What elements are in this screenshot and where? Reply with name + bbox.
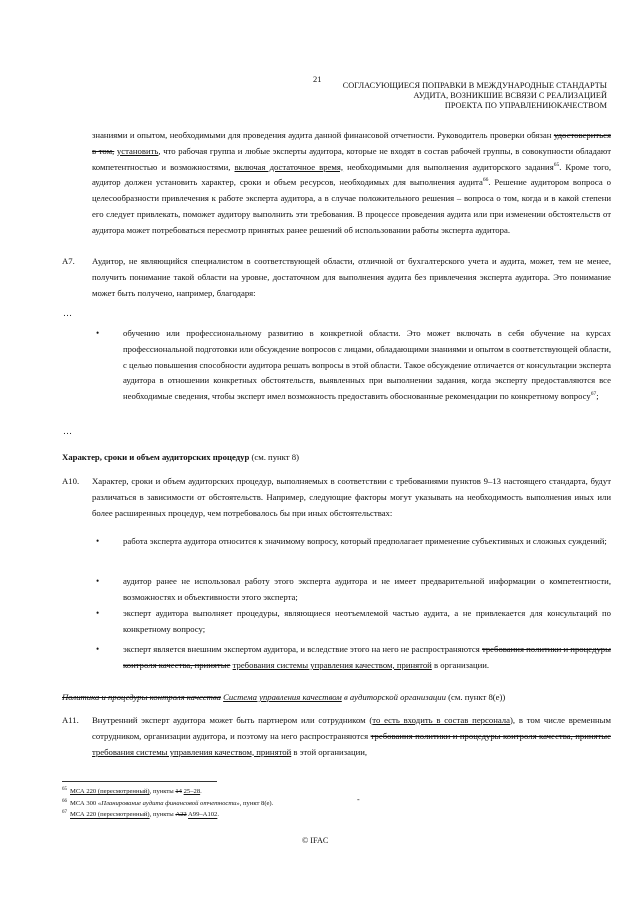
inserted-text: Система управления качеством bbox=[223, 692, 342, 702]
paragraph-number-a7: A7. bbox=[62, 256, 75, 266]
copyright-footer: © IFAC bbox=[302, 836, 329, 845]
header-line-2: АУДИТА, ВОЗНИКШИЕ ВСВЯЗИ С РЕАЛИЗАЦИЕЙ bbox=[413, 91, 607, 100]
footnote-ref: 65 bbox=[553, 161, 560, 168]
intro-paragraph: знаниями и опытом, необходимыми для проведения аудита данной финансовой отчетности. Руководитель проверки обязан удостовериться в том, установить, что рабочая группа и любые эксперты аудитора, которые не входят в состав рабочей группы, в совокупности обладают компетентностью и возможностями, включая достаточное время, необходимыми для выполнения аудиторского задания$^{65}$. Кроме того, аудитор должен установить характер, сроки и объем ресурсов, необходимых для выполнения аудита$^{66}$. Решение аудитором вопроса о целесообразности привлечения к работе эксперта аудитора, а в случае положительного решения – вопроса о том, когда и в какой степени его следует привлекать, поможет аудитору выполнить эти требования. В процессе проведения аудита или при изменении обстоятельств от аудитора может потребоваться пересмотр принятых ранее решений об использовании работы эксперта аудитора. bbox=[92, 130, 611, 235]
bullet-icon: • bbox=[96, 576, 100, 586]
paragraph-number-a10: A10. bbox=[62, 476, 80, 486]
inserted-text: включая достаточное время, bbox=[234, 161, 344, 172]
page-number: 21 bbox=[313, 74, 322, 84]
deleted-text: требования политики и процедуры контроля качества, принятые bbox=[123, 644, 611, 670]
footnote-66: $^{66}$ МСА 300 «Планирование аудита финансовой отчетности», пункт 8(e). bbox=[62, 798, 274, 807]
ellipsis: … bbox=[63, 308, 72, 318]
ellipsis: … bbox=[63, 426, 72, 436]
bullet-icon: • bbox=[96, 608, 100, 618]
paragraph-a7: Аудитор, не являющийся специалистом в соответствующей области, отличной от бухгалтерского учета и аудита, может, тем не менее, получить понимание такой области на уровне, достаточном для выполнения аудита без привлечения эксперта аудитора. Это понимание может быть получено, например, благодаря: bbox=[92, 256, 611, 298]
running-header bbox=[343, 81, 607, 111]
footnote-ref: 66 bbox=[482, 177, 489, 184]
deleted-text: удостовериться в том, bbox=[92, 130, 611, 156]
inserted-text: требования системы управления качеством, принятой bbox=[92, 746, 292, 757]
deleted-text: требования политики и процедуры контроля качества, принятые bbox=[370, 730, 611, 741]
inserted-text: установить bbox=[116, 145, 159, 156]
stray-mark: - bbox=[357, 795, 360, 804]
footnote-67: $^{67}$ МСА 220 (пересмотренный), пункты A22 A99–A102. bbox=[62, 810, 219, 819]
bullet-icon: • bbox=[96, 328, 100, 338]
bullet-icon: • bbox=[96, 644, 100, 654]
bullet-item: • эксперт является внешним экспертом аудитора, и вследствие этого на него не распространяются требования политики и процедуры контроля качества, принятые требования системы управления качеством, принятой в организации. bbox=[96, 644, 611, 670]
bullet-icon: • bbox=[96, 536, 100, 546]
section-heading: Характер, сроки и объем аудиторских процедур (см. пункт 8) bbox=[62, 452, 299, 462]
bullet-item: • обучению или профессиональному развитию в конкретной области. Это может включать в себя обучение на курсах профессиональной подготовки или обсуждение вопросов с лицами, обладающими знаниями и опытом в соответствующей области, с целью повышения способности аудитора решать вопросы в этой области. Такое обсуждение отличается от консультации эксперта аудитора в отношении конкретных обстоятельств, выявленных при выполнении задания, когда эксперту предоставляются все необходимые сведения, чтобы эксперт имел возможность предоставить обоснованные рекомендации по конкретному вопросу$^{67}$; bbox=[96, 328, 611, 402]
header-line-1: СОГЛАСУЮЩИЕСЯ ПОПРАВКИ В МЕЖДУНАРОДНЫЕ СТАНДАРТЫ bbox=[342, 81, 607, 90]
footnote-separator bbox=[62, 781, 217, 782]
paragraph-a10: Характер, сроки и объем аудиторских процедур, выполняемых в соответствии с требованиями пунктов 9–13 настоящего стандарта, будут различаться в зависимости от обстоятельств. Например, следующие факторы могут указывать на необходимость выполнения иных или более расширенных процедур, чем потребовалось бы при иных обстоятельствах: bbox=[92, 476, 611, 518]
inserted-text: требования системы управления качеством, принятой bbox=[232, 659, 432, 670]
paragraph-a11: Внутренний эксперт аудитора может быть партнером или сотрудником (то есть входить в состав персонала), в том числе временным сотрудником, организации аудитора, и поэтому на него распространяются требования политики и процедуры контроля качества, принятые требования системы управления качеством, принятой в этой организации, bbox=[92, 715, 611, 757]
section-heading: Политика и процедуры контроля качества Система управления качеством в аудиторской организации (см. пункт 8(e)) bbox=[62, 692, 506, 702]
bullet-item: • аудитор ранее не использовал работу этого эксперта аудитора и не имеет предварительной информации о компетентности, возможностях и объективности этого эксперта; bbox=[96, 576, 611, 602]
bullet-item: • работа эксперта аудитора относится к значимому вопросу, который предполагает применение субъективных и сложных суждений; bbox=[96, 534, 611, 550]
footnote-ref: 67 bbox=[590, 391, 597, 398]
deleted-text: Политика и процедуры контроля качества bbox=[62, 692, 221, 702]
header-line-3: ПРОЕКТА ПО УПРАВЛЕНИЮКАЧЕСТВОМ bbox=[444, 101, 607, 110]
footnotes bbox=[62, 785, 273, 820]
inserted-text: то есть входить в состав персонала bbox=[372, 715, 510, 725]
bullet-item: • эксперт аудитора выполняет процедуры, являющиеся неотъемлемой частью аудита, а не привлекается для консультаций по конкретному вопросу; bbox=[96, 608, 611, 634]
footnote-65: $^{65}$ МСА 220 (пересмотренный), пункты 14 25–28. bbox=[62, 787, 202, 796]
paragraph-number-a11: A11. bbox=[62, 715, 79, 725]
